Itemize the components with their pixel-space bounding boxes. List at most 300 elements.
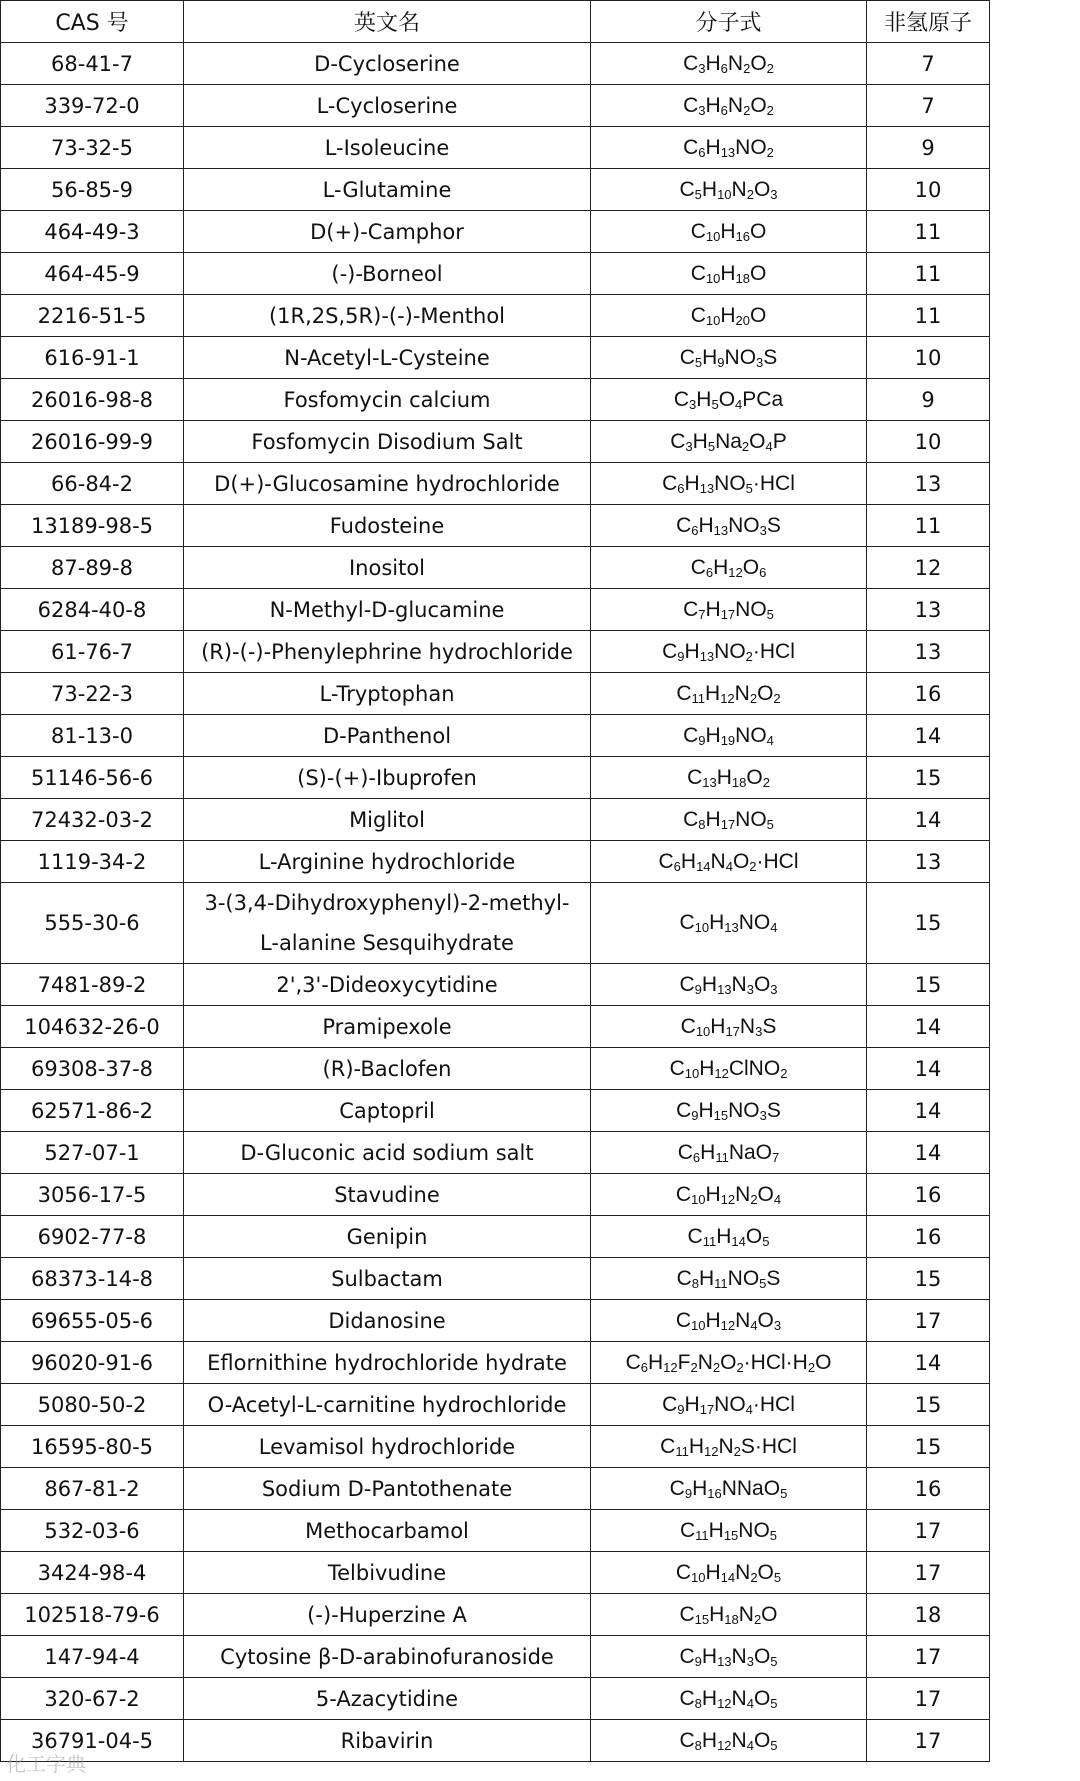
formula-element: C <box>680 1014 696 1038</box>
formula-element: C <box>683 135 699 159</box>
english-name-cell <box>184 1594 591 1636</box>
cas-cell: 527-07-1 <box>1 1132 184 1174</box>
formula-subscript: 12 <box>714 1065 729 1081</box>
formula-cell <box>591 169 867 211</box>
header-row <box>1 1 990 43</box>
formula-subscript: 5 <box>762 1233 770 1249</box>
table-row <box>1 1048 990 1090</box>
table-row <box>1 1174 990 1216</box>
formula-subscript: 4 <box>773 1191 782 1207</box>
formula-subscript: 2 <box>736 1359 744 1375</box>
formula-element: H <box>705 1308 721 1332</box>
formula-element: N <box>739 1014 756 1038</box>
english-name-line: Telbivudine <box>327 1560 447 1585</box>
english-name-line: L-Cycloserine <box>316 93 458 118</box>
formula-subscript: 11 <box>715 1149 729 1165</box>
formula-subscript: 5 <box>694 354 703 370</box>
heavy-atoms-cell: 10 <box>867 169 990 211</box>
formula-subscript: 5 <box>707 438 716 454</box>
cas-cell: 867-81-2 <box>1 1468 184 1510</box>
heavy-atoms-cell: 13 <box>867 589 990 631</box>
table-row <box>1 1678 990 1720</box>
english-name-line: Pramipexole <box>322 1014 452 1039</box>
cas-cell: 3424-98-4 <box>1 1552 184 1594</box>
english-name-line: 3-(3,4-Dihydroxyphenyl)-2-methyl- <box>204 891 570 915</box>
formula-subscript: 11 <box>714 1275 728 1291</box>
table-row <box>1 799 990 841</box>
english-name-line: L-Glutamine <box>322 177 452 202</box>
formula-element: H <box>716 1224 732 1248</box>
formula-element: C <box>690 219 706 243</box>
formula-subscript: 3 <box>689 396 697 412</box>
english-name-cell <box>184 1132 591 1174</box>
heavy-atoms-cell: 12 <box>867 547 990 589</box>
table-row <box>1 547 990 589</box>
formula-subscript: 3 <box>755 1023 763 1039</box>
formula-element: N <box>727 51 744 75</box>
english-name-cell <box>184 1216 591 1258</box>
english-name-cell <box>184 1552 591 1594</box>
english-name-cell <box>184 1384 591 1426</box>
english-name-line: Inositol <box>348 555 426 580</box>
english-name-cell <box>184 715 591 757</box>
english-name-cell <box>184 1342 591 1384</box>
formula-element: H <box>680 849 697 873</box>
formula-cell <box>591 1216 867 1258</box>
formula-element: C <box>662 471 678 495</box>
formula-element: O <box>753 1644 771 1668</box>
formula-element: C <box>675 1560 692 1584</box>
formula-element: C <box>662 639 678 663</box>
formula-cell <box>591 673 867 715</box>
formula-element: ·HCl·H <box>743 1350 808 1374</box>
table-row <box>1 1342 990 1384</box>
english-name-cell <box>184 421 591 463</box>
english-name-cell <box>184 1468 591 1510</box>
formula-subscript: 13 <box>699 480 715 496</box>
formula-subscript: 10 <box>691 1569 706 1585</box>
table-row <box>1 337 990 379</box>
formula-subscript: 10 <box>684 1065 700 1081</box>
formula-subscript: 5 <box>770 1653 778 1669</box>
formula-element: C <box>683 51 699 75</box>
cas-cell: 72432-03-2 <box>1 799 184 841</box>
formula-element: C <box>676 1098 692 1122</box>
formula-element: H <box>705 597 721 621</box>
formula-element: ClNO <box>728 1056 781 1080</box>
formula-subscript: 13 <box>720 144 736 160</box>
heavy-atoms-cell: 17 <box>867 1720 990 1762</box>
formula-element: H <box>716 765 732 789</box>
cas-cell: 68373-14-8 <box>1 1258 184 1300</box>
formula-subscript: 11 <box>695 1527 709 1543</box>
english-name-line: D(+)-Glucosamine hydrochloride <box>214 471 560 496</box>
formula-element: N <box>731 177 747 201</box>
formula-element: H <box>702 345 718 369</box>
heavy-atoms-cell: 15 <box>867 1258 990 1300</box>
formula-element: C <box>679 1518 696 1542</box>
english-name-line: Fudosteine <box>329 513 445 538</box>
english-name-line: Methocarbamol <box>305 1518 469 1543</box>
formula-subscript: 5 <box>770 1695 778 1711</box>
heavy-atoms-cell: 15 <box>867 1426 990 1468</box>
formula-element: C <box>675 1308 692 1332</box>
table-row <box>1 841 990 883</box>
cas-cell: 81-13-0 <box>1 715 184 757</box>
english-name-cell <box>184 1258 591 1300</box>
formula-subscript: 2 <box>762 774 770 790</box>
formula-subscript: 12 <box>720 1191 736 1207</box>
english-name-line: D-Panthenol <box>322 723 452 748</box>
formula-cell <box>591 1468 867 1510</box>
formula-cell <box>591 1048 867 1090</box>
heavy-atoms-cell: 17 <box>867 1300 990 1342</box>
heavy-atoms-cell: 16 <box>867 1468 990 1510</box>
table-row <box>1 85 990 127</box>
english-name-cell <box>184 1636 591 1678</box>
english-name-line: L-Arginine hydrochloride <box>258 849 516 874</box>
formula-element: C <box>676 681 692 705</box>
formula-subscript: 6 <box>705 564 714 580</box>
formula-subscript: 2 <box>750 1569 758 1585</box>
table-row <box>1 757 990 799</box>
formula-element: C <box>660 1434 676 1458</box>
formula-subscript: 4 <box>746 1737 754 1753</box>
cas-cell: 6284-40-8 <box>1 589 184 631</box>
formula-cell <box>591 127 867 169</box>
formula-element: O <box>757 1560 774 1584</box>
english-name-line: Fosfomycin Disodium Salt <box>251 429 523 454</box>
formula-subscript: 8 <box>694 1737 702 1753</box>
cas-cell: 3056-17-5 <box>1 1174 184 1216</box>
formula-cell <box>591 1132 867 1174</box>
formula-element: H <box>709 911 725 934</box>
formula-element: O <box>753 177 771 201</box>
formula-cell <box>591 211 867 253</box>
english-name-cell <box>184 295 591 337</box>
formula-subscript: 10 <box>717 186 732 202</box>
formula-cell <box>591 1174 867 1216</box>
english-name-cell <box>184 1426 591 1468</box>
cas-cell: 73-22-3 <box>1 673 184 715</box>
formula-element: PCa <box>742 387 784 411</box>
formula-subscript: 4 <box>765 438 773 454</box>
formula-cell <box>591 295 867 337</box>
english-name-cell <box>184 505 591 547</box>
formula-subscript: 12 <box>717 1737 732 1753</box>
formula-cell <box>591 463 867 505</box>
formula-subscript: 2 <box>746 186 754 202</box>
english-name-cell <box>184 43 591 85</box>
formula-element: O <box>749 429 766 453</box>
formula-subscript: 2 <box>749 690 758 706</box>
formula-subscript: 15 <box>723 1527 739 1543</box>
formula-subscript: 9 <box>694 1653 702 1669</box>
table-row <box>1 1720 990 1762</box>
formula-subscript: 4 <box>746 1695 754 1711</box>
formula-element: S <box>762 1014 777 1038</box>
formula-cell <box>591 1510 867 1552</box>
heavy-atoms-cell: 15 <box>867 883 990 964</box>
formula-subscript: 9 <box>691 1107 699 1123</box>
formula-element: H <box>705 135 721 159</box>
english-name-cell <box>184 1678 591 1720</box>
formula-subscript: 9 <box>677 648 685 664</box>
formula-element: C <box>679 345 695 369</box>
formula-subscript: 4 <box>745 1401 753 1417</box>
formula-subscript: 5 <box>773 1569 782 1585</box>
formula-subscript: 11 <box>675 1443 689 1459</box>
formula-element: C <box>677 1140 693 1164</box>
english-name-line: (R)-Baclofen <box>322 1056 452 1081</box>
table-row <box>1 421 990 463</box>
heavy-atoms-cell: 17 <box>867 1636 990 1678</box>
cas-cell: 104632-26-0 <box>1 1006 184 1048</box>
cas-cell: 26016-99-9 <box>1 421 184 463</box>
formula-subscript: 3 <box>756 354 764 370</box>
formula-element: C <box>683 807 699 831</box>
formula-subscript: 10 <box>691 1317 706 1333</box>
formula-cell <box>591 1678 867 1720</box>
formula-subscript: 8 <box>698 816 706 832</box>
formula-element: O <box>761 1602 778 1626</box>
english-name-cell <box>184 631 591 673</box>
formula-element: H <box>696 387 712 411</box>
english-name-cell <box>184 883 591 964</box>
cas-cell: 66-84-2 <box>1 463 184 505</box>
heavy-atoms-cell: 9 <box>867 379 990 421</box>
formula-element: C <box>690 303 706 327</box>
formula-element: H <box>708 1518 724 1542</box>
formula-element: S <box>763 345 778 369</box>
heavy-atoms-cell: 14 <box>867 1006 990 1048</box>
english-name-cell <box>184 337 591 379</box>
formula-element: N <box>731 1644 747 1668</box>
formula-element: C <box>670 429 686 453</box>
formula-subscript: 14 <box>731 1233 746 1249</box>
formula-element: C <box>679 1728 695 1752</box>
formula-cell <box>591 964 867 1006</box>
formula-element: O <box>749 303 767 327</box>
english-name-line: N-Acetyl-L-Cysteine <box>284 345 490 370</box>
heavy-atoms-cell: 14 <box>867 715 990 757</box>
formula-subscript: 9 <box>717 354 725 370</box>
english-name-cell <box>184 463 591 505</box>
table-row <box>1 1216 990 1258</box>
formula-element: C <box>673 387 690 411</box>
formula-subscript: 16 <box>735 228 750 244</box>
formula-element: NO <box>714 1392 746 1416</box>
english-name-line: 2',3'-Dideoxycytidine <box>276 972 498 997</box>
english-name-cell <box>184 211 591 253</box>
formula-element: C <box>690 261 706 285</box>
formula-subscript: 3 <box>685 438 693 454</box>
formula-element: C <box>683 723 699 747</box>
formula-subscript: 18 <box>724 1611 739 1627</box>
cas-cell: 69655-05-6 <box>1 1300 184 1342</box>
heavy-atoms-cell: 18 <box>867 1594 990 1636</box>
formula-subscript: 17 <box>725 1023 740 1039</box>
formula-subscript: 4 <box>750 1317 758 1333</box>
header-formula: 分子式 <box>591 1 867 43</box>
english-name-cell <box>184 169 591 211</box>
english-name-cell <box>184 85 591 127</box>
formula-subscript: 2 <box>807 1359 816 1375</box>
formula-cell <box>591 841 867 883</box>
formula-subscript: 5 <box>766 606 774 622</box>
formula-element: H <box>684 1392 700 1416</box>
cas-cell: 36791-04-5 <box>1 1720 184 1762</box>
formula-subscript: 13 <box>724 920 739 935</box>
english-name-line: Ribavirin <box>340 1728 434 1753</box>
formula-subscript: 7 <box>772 1149 780 1165</box>
formula-subscript: 5 <box>769 1527 778 1543</box>
formula-element: H <box>701 1728 718 1752</box>
formula-element: H <box>698 513 714 537</box>
formula-element: O <box>746 765 763 789</box>
formula-element: H <box>705 723 721 747</box>
heavy-atoms-cell: 13 <box>867 841 990 883</box>
english-name-cell <box>184 1090 591 1132</box>
english-name-cell <box>184 799 591 841</box>
formula-element: O <box>745 1224 763 1248</box>
formula-element: C <box>679 1602 695 1626</box>
formula-element: H <box>705 93 721 117</box>
formula-element: H <box>701 1686 718 1710</box>
formula-subscript: 19 <box>720 732 736 748</box>
formula-subscript: 17 <box>720 606 736 622</box>
english-name-line: O-Acetyl-L-carnitine hydrochloride <box>207 1392 567 1417</box>
formula-element: O <box>757 681 774 705</box>
english-name-cell <box>184 127 591 169</box>
heavy-atoms-cell: 16 <box>867 1216 990 1258</box>
formula-subscript: 11 <box>691 690 706 706</box>
formula-element: O <box>753 972 771 996</box>
formula-element: H <box>720 303 736 327</box>
heavy-atoms-cell: 11 <box>867 253 990 295</box>
formula-subscript: 4 <box>770 920 778 935</box>
table-row <box>1 1090 990 1132</box>
formula-subscript: 2 <box>749 858 757 874</box>
formula-element: N <box>718 1434 734 1458</box>
english-name-line: Captopril <box>339 1098 435 1123</box>
table-row <box>1 1468 990 1510</box>
table-row <box>1 883 990 964</box>
table-row <box>1 673 990 715</box>
formula-subscript: 12 <box>703 1443 719 1459</box>
formula-subscript: 7 <box>698 606 706 622</box>
english-name-cell <box>184 379 591 421</box>
table-row <box>1 1552 990 1594</box>
cas-cell: 464-45-9 <box>1 253 184 295</box>
formula-subscript: 2 <box>766 60 774 76</box>
formula-subscript: 3 <box>698 102 706 118</box>
table-row <box>1 211 990 253</box>
cas-cell: 6902-77-8 <box>1 1216 184 1258</box>
formula-subscript: 17 <box>699 1401 715 1417</box>
english-name-cell <box>184 589 591 631</box>
cas-cell: 339-72-0 <box>1 85 184 127</box>
formula-subscript: 9 <box>684 1485 693 1501</box>
formula-element: O <box>757 1308 774 1332</box>
formula-element: H <box>699 1056 715 1080</box>
formula-element: NO <box>735 723 767 747</box>
formula-element: C <box>625 1350 641 1374</box>
english-name-cell <box>184 1006 591 1048</box>
header-heavy-atoms: 非氢原子 <box>867 1 990 43</box>
formula-subscript: 8 <box>694 1695 702 1711</box>
formula-element: N <box>738 1602 754 1626</box>
formula-subscript: 16 <box>707 1485 722 1501</box>
formula-element: C <box>662 1392 678 1416</box>
formula-element: N <box>735 1182 751 1206</box>
formula-subscript: 12 <box>720 690 735 706</box>
formula-element: S·HCl <box>740 1434 797 1458</box>
formula-element: N <box>735 1560 751 1584</box>
formula-subscript: 3 <box>746 1653 754 1669</box>
english-name-line: (R)-(-)-Phenylephrine hydrochloride <box>201 639 573 664</box>
english-name-cell <box>184 673 591 715</box>
formula-element: NO <box>728 1098 760 1122</box>
formula-subscript: 13 <box>702 774 717 790</box>
formula-cell <box>591 1384 867 1426</box>
formula-element: C <box>679 972 695 996</box>
heavy-atoms-cell: 15 <box>867 1384 990 1426</box>
formula-element: N <box>710 849 726 873</box>
formula-element: C <box>687 765 703 789</box>
formula-element: H <box>710 1014 726 1038</box>
formula-element: ·HCl <box>752 639 795 663</box>
cas-cell: 62571-86-2 <box>1 1090 184 1132</box>
formula-element: NaO <box>728 1140 773 1164</box>
formula-element: H <box>688 1434 704 1458</box>
formula-subscript: 9 <box>698 732 706 748</box>
cas-cell: 7481-89-2 <box>1 964 184 1006</box>
cas-cell: 68-41-7 <box>1 43 184 85</box>
formula-subscript: 4 <box>766 732 774 748</box>
english-name-line: Fosfomycin calcium <box>283 387 491 412</box>
formula-element: N <box>731 1728 747 1752</box>
formula-subscript: 18 <box>735 270 750 286</box>
formula-element: O <box>749 219 767 243</box>
formula-subscript: 6 <box>759 564 767 580</box>
english-name-cell <box>184 1720 591 1762</box>
formula-cell <box>591 43 867 85</box>
formula-cell <box>591 253 867 295</box>
formula-subscript: 17 <box>720 816 736 832</box>
formula-cell <box>591 799 867 841</box>
heavy-atoms-cell: 11 <box>867 505 990 547</box>
formula-element: O <box>757 1182 774 1206</box>
formula-subscript: 2 <box>780 1065 788 1081</box>
table-row <box>1 1300 990 1342</box>
formula-subscript: 3 <box>698 60 706 76</box>
formula-element: H <box>684 471 700 495</box>
cas-cell: 320-67-2 <box>1 1678 184 1720</box>
formula-subscript: 12 <box>663 1359 678 1375</box>
english-name-line: Didanosine <box>328 1308 446 1333</box>
heavy-atoms-cell: 10 <box>867 337 990 379</box>
formula-element: NO <box>714 639 746 663</box>
formula-element: F <box>677 1350 691 1374</box>
formula-element: H <box>713 555 729 579</box>
heavy-atoms-cell: 13 <box>867 463 990 505</box>
cas-cell: 69308-37-8 <box>1 1048 184 1090</box>
english-name-line: D-Gluconic acid sodium salt <box>240 1140 534 1165</box>
english-name-line: L-Isoleucine <box>324 135 450 160</box>
formula-subscript: 12 <box>728 564 743 580</box>
formula-element: NO <box>735 597 767 621</box>
